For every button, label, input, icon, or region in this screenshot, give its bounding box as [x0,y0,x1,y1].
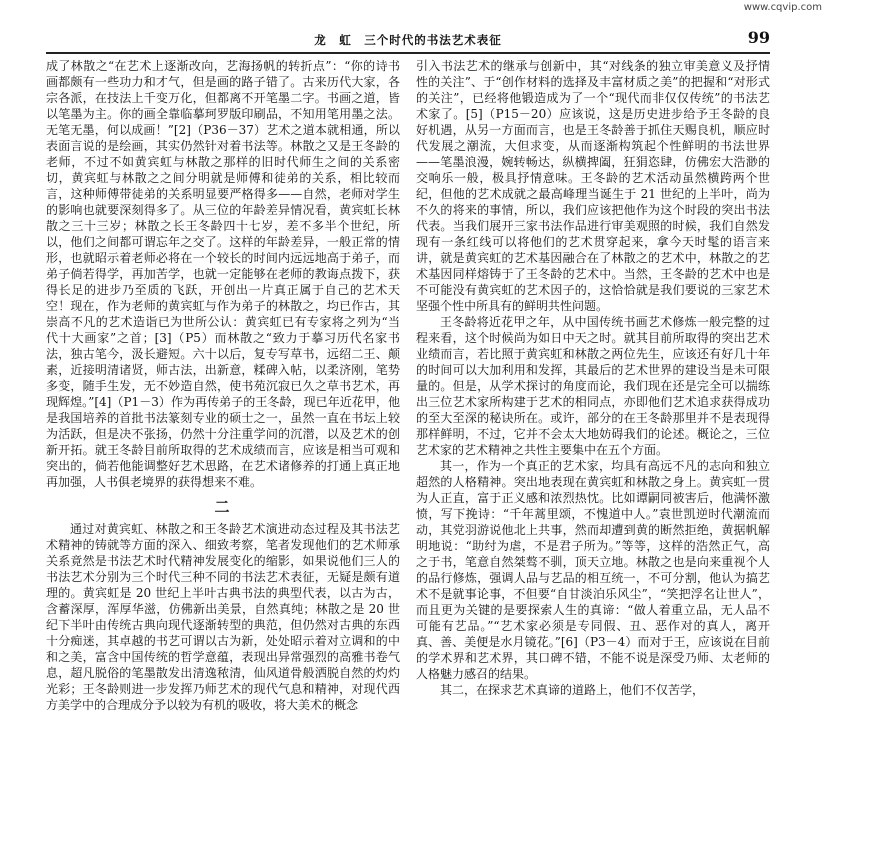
body-paragraph: 成了林散之“在艺术上逐渐改向，艺海扬帆的转折点”：“你的诗书画都颇有一些功力和才气，但是画的路子错了。古来历代大家，各宗各派，在技法上千变万化，但都离不开笔墨二字。书画之道，皆以笔墨为主。你的画全靠临摹珂罗版印刷品，不知用笔用墨之法。无笔无墨，何以成画！”[2]（P36－37）艺术之道本就相通，所以表面言说的是绘画，其实仍然针对着书法等。林散之又是王冬龄的老师，不过不如黄宾虹与林散之那样的旧时代师生之间的关系密切，黄宾虹与林散之之间分明就是师傅和徒弟的关系，相比较而言，这种师傅带徒弟的关系明显要严格得多——自然，老师对学生的影响也就要深刻得多了。从三位的年龄差异情况看，黄宾虹长林散之三十三岁；林散之长王冬龄四十七岁，差不多半个世纪，所以，他们之间都可谓忘年之交了。这样的年龄差异，一般正常的情形，也就昭示着老师必将在一个较长的时间内远远地高于弟子，而弟子倘若得学，再加苦学，也就一定能够在老师的教诲点拨下，获得长足的进步乃至质的飞跃，开创出一片真正属于自己的艺术天空！现在，作为老师的黄宾虹与作为弟子的林散之，均已作古，其崇高不凡的艺术造诣已为世所公认：黄宾虹已有专家将之列为“当代十大画家”之首；[3]（P5）而林散之“致力于摹习历代名家书法，独古笔今，汲长避短。六十以后，复专写草书，远绍二王、颠素，近接明清诸贤，师古法，出新意，糅碑入帖，以柔济刚，笔势多变，随手生发，无不妙造自然，使书苑沉寂已久之草书艺术，再现辉煌。”[4]（P1－3）作为再传弟子的王冬龄，现已年近花甲，他是我国培养的首批书法篆刻专业的硕士之一，虽然一直在书坛上较为活跃，但是决不张扬，仍然十分注重学问的沉潜，以及艺术的创新开拓。就王冬龄目前所取得的艺术成绩而言，应该是相当可观和突出的，倘若他能调整好艺术思路，在艺术诸修养的打通上真正地再加强，人书俱老境界的获得想来不难。 [46,59,400,489]
journal-page [46,28,770,828]
watermark-url: www.cqvip.com [743,2,822,13]
text-columns [46,58,770,828]
body-paragraph: 其二，在探求艺术真谛的道路上，他们不仅苦学， [440,683,705,697]
running-title: 龙 虹 三个时代的书法艺术表征 [314,33,502,47]
left-column [46,58,400,828]
body-paragraph: 引入书法艺术的继承与创新中，其“对线条的独立审美意义及抒情性的关注”、于“创作材料的选择及丰富材质之美”的把握和“对形式的关注”，已经将他锻造成为了一个“现代而非仅仅传统”的书法艺术家了。[5]（P15－20）应该说，这是历史进步给予王冬龄的良好机遇，从另一方面而言，也是王冬龄善于抓住天赐良机，顺应时代发展之潮流，大但求变，从而逐渐构筑起个性鲜明的书法世界——笔墨浪漫，婉转畅达，纵横捭阖，狂狷恣肆，仿佛宏大浩渺的交响乐一般，极具抒情意味。王冬龄的艺术活动虽然横跨两个世纪，但他的艺术成就之最高峰理当诞生于 21 世纪的上半叶，尚为不久的将来的事情，所以，我们应该把他作为这个时段的突出书法代表。当我们展开三家书法作品进行审美观照的时候，我们自然发现有一条红线可以将他们的艺术贯穿起来，拿今天时髦的语言来讲，就是黄宾虹的艺术基因融合在了林散之的艺术中，林散之的艺术基因同样熔铸于了王冬龄的艺术中。当然，王冬龄的艺术中也是不可能没有黄宾虹的艺术因子的，这恰恰就是我们要说的三家艺术坚强个性中所具有的鲜明共性问题。 [416,59,770,313]
running-head [46,28,770,54]
right-column [416,58,770,828]
body-paragraph: 王冬龄将近花甲之年，从中国传统书画艺术修炼一般完整的过程来看，这个时候尚为如日中天之时。就其目前所取得的突出艺术业绩而言，若比照于黄宾虹和林散之两位先生，应该还有好几十年的时间可以大加利用和发挥，其最后的艺术世界的建设当是未可限量的。但是，从学术探讨的角度而论，我们现在还是完全可以揣练出三位艺术家所构建于艺术的相同点，亦即他们艺术追求获得成功的至大至深的秘诀所在。或许，部分的在王冬龄那里并不是表现得那样鲜明，不过，它并不会太大地妨碍我们的论述。概论之，三位艺术家的艺术精神之共性主要集中在五个方面。 [416,315,770,457]
page-number: 99 [747,28,770,47]
body-paragraph: 其一，作为一个真正的艺术家，均具有高远不凡的志向和独立超然的人格精神。突出地表现在黄宾虹和林散之身上。黄宾虹一贯为人正直，富于正义感和浓烈热忱。比如谭嗣同被害后，他满怀激愤，写下挽诗：“千年蒿里颂，不愧道中人。”袁世凯逆时代潮流而动，其党羽游说他北上共事，然而却遭到黄的断然拒绝，黄据帆解明地说：“助纣为虐，不是君子所为。”等等，这样的浩然正气，高之于书，笔意自然桀骜不驯，顶天立地。林散之也是向来重视个人的品行修炼，强调人品与艺品的相互统一，不可分割，他认为搞艺术不是就事论事，不但要“自甘淡泊乐风尘”，“笑把浮名让世人”，而且更为关键的是要探索人生的真谛：“做人着重立品，无人品不可能有艺品。”“艺术家必须是专同假、丑、恶作对的真人，离开真、善、美便是水月镜花。”[6]（P3－4）而对于王，应该说在目前的学术界和艺术界，其口碑不错，不能不说是深受乃师、太老师的人格魅力感召的结果。 [416,459,770,681]
section-number: 二 [214,498,232,516]
body-paragraph: 通过对黄宾虹、林散之和王冬龄艺术演进动态过程及其书法艺术精神的铸就等方面的深入、细致考察，笔者发现他们的艺术师承关系竟然是书法艺术时代精神发展变化的缩影，如果说他们三人的书法艺术分别为三个时代三种不同的书法艺术表征，无疑是颇有道理的。黄宾虹是 20 世纪上半叶古典书法的典型代表，以古为古，含蓄深厚，浑厚华滋，仿佛新出美景，自然真纯；林散之是 20 世纪下半叶由传统古典向现代逐渐转型的典范，但仍然对古典的东西十分痴迷，其卓越的书艺可谓以古为新，处处昭示着对立调和的中和之美，富含中国传统的哲学意蕴，表现出异常强烈的高雅书卷气息，超凡脱俗的笔墨散发出清逸秾清，仙风道骨般洒脱自然的灼灼光彩；王冬龄则进一步发挥乃师艺术的现代气息和精神，对现代西方美学中的合理成分予以较为有机的吸收，将大美术的概念 [46,522,400,712]
